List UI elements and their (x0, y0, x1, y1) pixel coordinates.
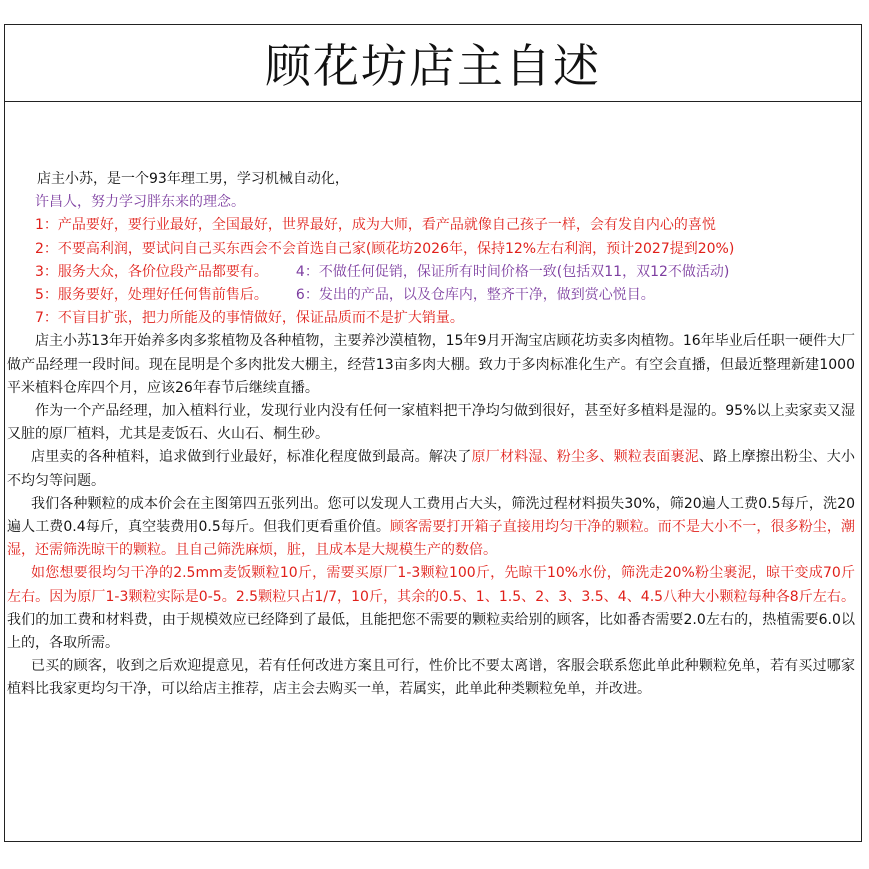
principle-1-text: 1：产品要好，要行业最好，全国最好，世界最好，成为大师，看产品就像自己孩子一样，会有发自内心的喜悦 (35, 217, 716, 234)
industry-text: 作为一个产品经理，加入植料行业，发现行业内没有任何一家植料把干净均匀做到很好，甚至好多植料是湿的。95%以上卖家卖又湿又脏的原厂植料，尤其是麦饭石、火山石、桐生砂。 (7, 403, 855, 443)
standard-text-red: 原厂材料湿、粉尘多、颗粒表面裹泥 (471, 449, 699, 466)
intro-text-1: 店主小苏，是一个93年理工男，学习机械自动化， (37, 171, 349, 187)
example-text-red: 如您想要很均匀干净的2.5mm麦饭颗粒10斤，需要买原厂1-3颗粒100斤，先晾干10%水份，筛洗走20%粉尘裹泥，晾干变成70斤左右。因为原厂1-3颗粒实际是0-5。2.5颗粒只占1/7，10斤，其余的0.5、1、1.5、2、3、3.5、4、4.5八种大小颗粒每种各8斤左右。 (7, 565, 855, 605)
cost-text-red: 顾客需要打开箱子直接用均匀干净的颗粒。而不是大小不一，很多粉尘，潮湿，还需筛洗晾干的颗粒。且自己筛洗麻烦，脏，且成本是大规模生产的数倍。 (7, 519, 855, 559)
page-title: 顾花坊店主自述 (265, 39, 601, 93)
intro-line-1 (7, 168, 855, 191)
principle-2 (7, 238, 855, 261)
principle-4-text: 4：不做任何促销，保证所有时间价格一致(包括双11，双12不做活动) (295, 263, 730, 280)
principle-7-text: 7：不盲目扩张，把力所能及的事情做好，保证品质而不是扩大销量。 (35, 310, 464, 327)
principle-7 (7, 307, 855, 330)
feedback-text: 已买的顾客，收到之后欢迎提意见，若有任何改进方案且可行，性价比不要太离谱，客服会联系您此单此种颗粒免单，若有买过哪家植料比我家更均匀干净，可以给店主推荐，店主会去购买一单，若属实，此单此种类颗粒免单，并改进。 (7, 658, 855, 698)
title-bar (5, 25, 861, 102)
content-body (7, 168, 855, 702)
principle-3-text: 3：服务大众，各价位段产品都要有。 (35, 263, 268, 280)
standard-text-pre: 店里卖的各种植料，追求做到行业最好，标准化程度做到最高。解决了 (31, 449, 472, 466)
document-frame (4, 24, 862, 842)
paragraph-industry (7, 400, 855, 446)
principle-6-text: 6：发出的产品，以及仓库内，整齐干净，做到赏心悦目。 (295, 287, 655, 304)
principle-2-text: 2：不要高利润，要试问自己买东西会不会首选自己家(顾花坊2026年，保持12%左右利润，预计2027提到20%) (35, 240, 735, 257)
principle-5-text: 5：服务要好，处理好任何售前售后。 (35, 287, 268, 304)
intro-line-2 (7, 191, 855, 214)
example-text-post: 我们的加工费和材料费，由于规模效应已经降到了最低，且能把您不需要的颗粒卖给别的顾客，比如番杏需要2.0左右的，热植需要6.0以上的，各取所需。 (7, 611, 855, 652)
paragraph-feedback (7, 655, 855, 701)
paragraph-cost (7, 493, 855, 563)
standard-text-post: 、路上摩擦出粉尘、大小不均匀等问题。 (7, 449, 856, 489)
principle-3-4 (7, 261, 855, 284)
cost-text-pre: 我们各种颗粒的成本价会在主图第四五张列出。您可以发现人工费用占大头，筛洗过程材料损失30%，筛20遍人工费0.5每斤，洗20遍人工费0.4每斤，真空装费用0.5每斤。但我们更看重价值。 (7, 495, 855, 536)
principle-5-6 (7, 284, 855, 307)
paragraph-example (7, 562, 855, 655)
principle-1 (7, 214, 855, 237)
paragraph-standard (7, 446, 855, 492)
intro-text-2: 许昌人，努力学习胖东来的理念。 (35, 194, 245, 211)
bio-text: 店主小苏13年开始养多肉多浆植物及各种植物，主要养沙漠植物，15年9月开淘宝店顾花坊卖多肉植物。16年毕业后任职一硬件大厂做产品经理一段时间。现在昆明是个多肉批发大棚主，经营13亩多肉大棚。致力于多肉标准化生产。有空会直播，但最近整理新建1000平米植料仓库四个月，应该26年春节后继续直播。 (7, 333, 855, 396)
paragraph-bio (7, 330, 855, 400)
